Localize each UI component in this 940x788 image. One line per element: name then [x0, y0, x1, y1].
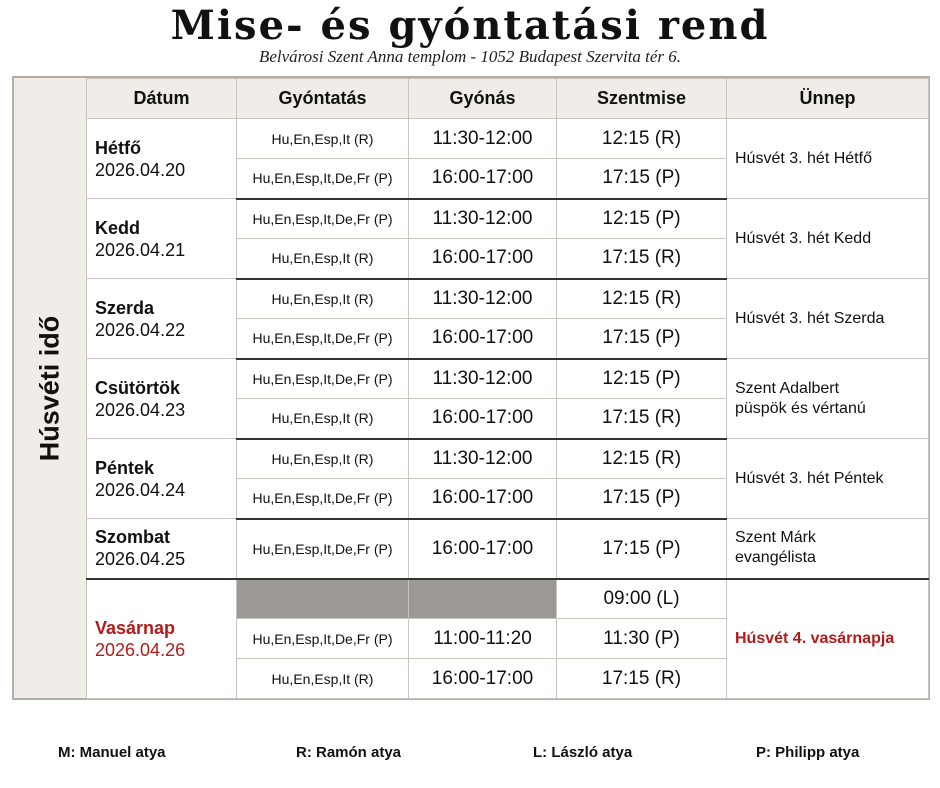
season-label: Húsvéti idő: [34, 315, 65, 461]
feast-cell: Húsvét 3. hét Hétfő: [727, 119, 929, 199]
day-date: 2026.04.26: [95, 639, 186, 660]
feast-cell: Húsvét 4. vasárnapja: [727, 579, 929, 699]
day-name: Hétfő: [95, 137, 141, 158]
legend-item: P: Philipp atya: [756, 744, 860, 761]
confession-time: 11:30-12:00: [409, 119, 557, 159]
mass-time: 12:15 (R): [557, 119, 727, 159]
mass-time: 17:15 (P): [557, 319, 727, 359]
confession-langs: Hu,En,Esp,It,De,Fr (P): [237, 319, 409, 359]
confession-langs: Hu,En,Esp,It,De,Fr (P): [237, 359, 409, 399]
header-row: [87, 79, 929, 119]
confession-langs: Hu,En,Esp,It,De,Fr (P): [237, 479, 409, 519]
mass-time: 11:30 (P): [557, 619, 727, 659]
day-cell: [87, 439, 237, 519]
feast-cell: Húsvét 3. hét Szerda: [727, 279, 929, 359]
confession-time: 11:30-12:00: [409, 199, 557, 239]
legend-item: M: Manuel atya: [58, 744, 166, 761]
legend-item: L: László atya: [533, 744, 633, 761]
mass-time: 17:15 (P): [557, 159, 727, 199]
day-date: 2026.04.22: [95, 319, 186, 340]
confession-time: 16:00-17:00: [409, 239, 557, 279]
day-cell: [87, 359, 237, 439]
mass-time: 17:15 (P): [557, 479, 727, 519]
mass-time: 17:15 (P): [557, 519, 727, 579]
confession-langs: Hu,En,Esp,It,De,Fr (P): [237, 199, 409, 239]
column-header-mass: Szentmise: [557, 79, 727, 119]
mass-time: 17:15 (R): [557, 659, 727, 699]
mass-time: 17:15 (R): [557, 239, 727, 279]
confession-langs: Hu,En,Esp,It (R): [237, 659, 409, 699]
mass-time: 12:15 (P): [557, 199, 727, 239]
day-name: Csütörtök: [95, 377, 180, 398]
day-date: 2026.04.20: [95, 159, 186, 180]
day-date: 2026.04.25: [95, 549, 186, 570]
day-name: Szerda: [95, 297, 155, 318]
column-header-date: Dátum: [87, 79, 237, 119]
confession-langs: Hu,En,Esp,It,De,Fr (P): [237, 159, 409, 199]
day-name: Kedd: [95, 217, 140, 238]
mass-time: 12:15 (R): [557, 279, 727, 319]
day-cell: [87, 199, 237, 279]
confession-langs: Hu,En,Esp,It (R): [237, 239, 409, 279]
feast-line: evangélista: [735, 549, 816, 567]
day-name: Szombat: [95, 527, 171, 548]
confession-langs: Hu,En,Esp,It (R): [237, 119, 409, 159]
table-row: [87, 579, 929, 619]
day-cell: [87, 579, 237, 699]
mass-time: 12:15 (R): [557, 439, 727, 479]
column-header-confession-time: Gyónás: [409, 79, 557, 119]
day-date: 2026.04.21: [95, 239, 186, 260]
confession-time: 16:00-17:00: [409, 399, 557, 439]
table-row: [87, 519, 929, 579]
day-cell: [87, 119, 237, 199]
feast-cell: Húsvét 3. hét Kedd: [727, 199, 929, 279]
confession-langs: Hu,En,Esp,It (R): [237, 279, 409, 319]
empty-cell: [237, 579, 409, 619]
legend-item: R: Ramón atya: [296, 744, 402, 761]
page-title: Mise- és gyóntatási rend: [170, 2, 770, 49]
confession-langs: Hu,En,Esp,It,De,Fr (P): [237, 519, 409, 579]
confession-time: 16:00-17:00: [409, 479, 557, 519]
table-row: [87, 279, 929, 319]
feast-line: Szent Márk: [735, 529, 816, 547]
confession-time: 16:00-17:00: [409, 159, 557, 199]
feast-line: Szent Adalbert: [735, 379, 840, 397]
confession-langs: Hu,En,Esp,It (R): [237, 439, 409, 479]
table-row: [87, 199, 929, 239]
table-row: [87, 439, 929, 479]
confession-time: 16:00-17:00: [409, 319, 557, 359]
confession-time: 16:00-17:00: [409, 659, 557, 699]
mass-time: 09:00 (L): [557, 579, 727, 619]
column-header-confession: Gyóntatás: [237, 79, 409, 119]
schedule-table: [86, 78, 929, 699]
day-cell: [87, 519, 237, 579]
page-subtitle: Belvárosi Szent Anna templom - 1052 Budapest Szervita tér 6.: [258, 47, 682, 66]
feast-cell: [727, 519, 929, 579]
confession-time: 11:30-12:00: [409, 439, 557, 479]
mass-time: 17:15 (R): [557, 399, 727, 439]
day-name: Vasárnap: [95, 617, 176, 638]
confession-langs: Hu,En,Esp,It,De,Fr (P): [237, 619, 409, 659]
column-header-feast: Ünnep: [727, 79, 929, 119]
feast-cell: Húsvét 3. hét Péntek: [727, 439, 929, 519]
day-date: 2026.04.24: [95, 479, 186, 500]
day-cell: [87, 279, 237, 359]
confession-langs: Hu,En,Esp,It (R): [237, 399, 409, 439]
confession-time: 16:00-17:00: [409, 519, 557, 579]
table-row: [87, 359, 929, 399]
empty-cell: [409, 579, 557, 619]
day-name: Péntek: [95, 457, 155, 478]
feast-cell: [727, 359, 929, 439]
mass-time: 12:15 (P): [557, 359, 727, 399]
day-date: 2026.04.23: [95, 399, 186, 420]
table-row: [87, 119, 929, 159]
feast-line: püspök és vértanú: [735, 399, 866, 417]
confession-time: 11:30-12:00: [409, 279, 557, 319]
confession-time: 11:30-12:00: [409, 359, 557, 399]
confession-time: 11:00-11:20: [409, 619, 557, 659]
